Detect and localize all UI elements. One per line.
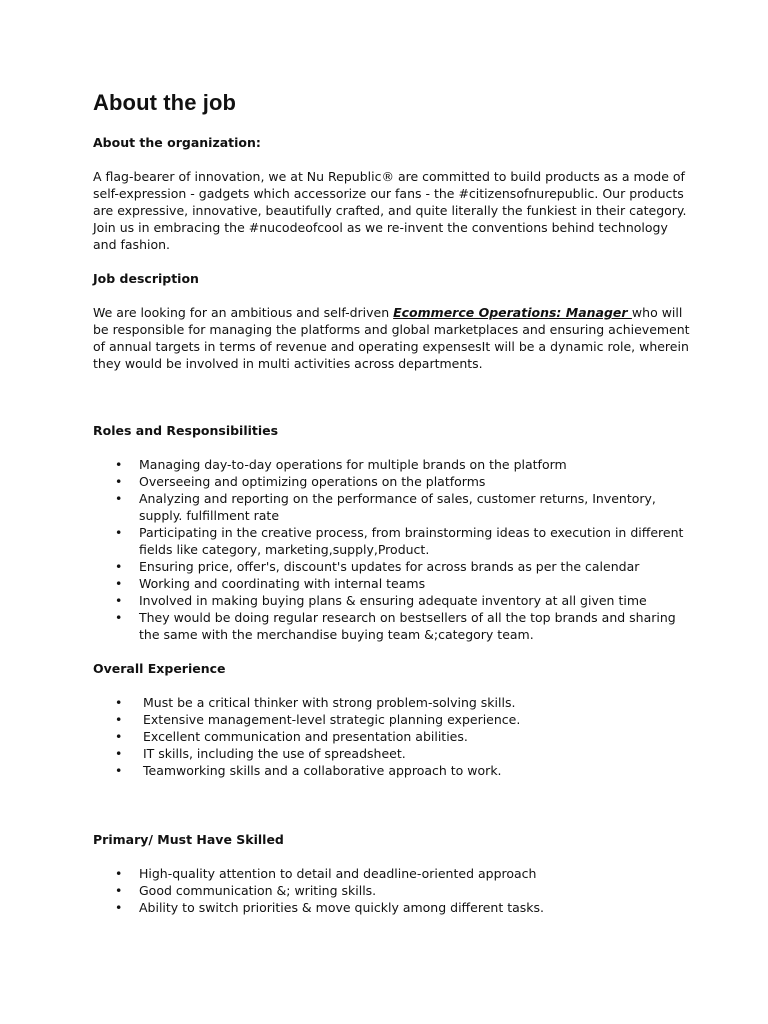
list-item-text: Teamworking skills and a collaborative approach to work. <box>143 763 502 778</box>
list-item-text: Excellent communication and presentation abilities. <box>143 729 468 744</box>
list-item-text: Ensuring price, offer's, discount's updates for across brands as per the calendar <box>139 559 640 574</box>
list-item <box>93 558 693 575</box>
bullet-icon: • <box>115 491 123 506</box>
list-item <box>93 882 693 899</box>
org-heading: About the organization: <box>93 135 261 150</box>
bullet-icon: • <box>115 610 123 625</box>
list-item <box>93 456 693 473</box>
list-item-text: Extensive management-level strategic planning experience. <box>143 712 521 727</box>
list-item <box>93 728 693 745</box>
list-item-text: They would be doing regular research on bestsellers of all the top brands and sharing the same with the merchandise buying team &;category team. <box>139 610 676 642</box>
skills-list <box>93 865 693 916</box>
list-item-text: Participating in the creative process, from brainstorming ideas to execution in different fields like category, marketing,supply,Product. <box>139 525 684 557</box>
bullet-icon: • <box>115 883 123 898</box>
list-item <box>93 473 693 490</box>
list-item-text: Analyzing and reporting on the performance of sales, customer returns, Inventory, supply. fulfillment rate <box>139 491 656 523</box>
bullet-icon: • <box>115 695 123 710</box>
job-heading: Job description <box>93 271 199 286</box>
list-item-text: Involved in making buying plans & ensuring adequate inventory at all given time <box>139 593 647 608</box>
list-item <box>93 694 693 711</box>
bullet-icon: • <box>115 900 123 915</box>
list-item-text: Good communication &; writing skills. <box>139 883 377 898</box>
list-item <box>93 865 693 882</box>
list-item-text: High-quality attention to detail and deadline-oriented approach <box>139 866 537 881</box>
document-page <box>93 88 693 916</box>
list-item <box>93 711 693 728</box>
roles-list <box>93 456 693 643</box>
job-intro-start: We are looking for an ambitious and self-driven <box>93 305 394 320</box>
list-item-text: Managing day-to-day operations for multiple brands on the platform <box>139 457 567 472</box>
list-item <box>93 762 693 779</box>
list-item <box>93 609 693 643</box>
skills-heading: Primary/ Must Have Skilled <box>93 832 284 847</box>
bullet-icon: • <box>115 729 123 744</box>
list-item-text: Working and coordinating with internal teams <box>139 576 426 591</box>
list-item-text: IT skills, including the use of spreadsheet. <box>143 746 406 761</box>
bullet-icon: • <box>115 525 123 540</box>
bullet-icon: • <box>115 746 123 761</box>
list-item <box>93 490 693 524</box>
job-role-title: Ecommerce Operations: Manager <box>393 305 632 320</box>
list-item-text: Ability to switch priorities & move quickly among different tasks. <box>139 900 544 915</box>
bullet-icon: • <box>115 559 123 574</box>
bullet-icon: • <box>115 457 123 472</box>
bullet-icon: • <box>115 593 123 608</box>
page-title: About the job <box>93 90 237 115</box>
list-item-text: Overseeing and optimizing operations on the platforms <box>139 474 486 489</box>
org-paragraph: A flag-bearer of innovation, we at Nu Republic® are committed to build products as a mode of self-expression - gadgets which accessorize our fans - the #citizensofnurepublic. Our products are expressive, innovative, beautifully crafted, and quite literally the funkiest in their category. Join us in embracing the #nucodeofcool as we re-invent the conventions behind technology and fashion. <box>93 169 687 252</box>
bullet-icon: • <box>115 576 123 591</box>
bullet-icon: • <box>115 474 123 489</box>
list-item-text: Must be a critical thinker with strong problem-solving skills. <box>143 695 516 710</box>
bullet-icon: • <box>115 712 123 727</box>
bullet-icon: • <box>115 866 123 881</box>
bullet-icon: • <box>115 763 123 778</box>
experience-list <box>93 694 693 779</box>
experience-heading: Overall Experience <box>93 661 226 676</box>
roles-heading: Roles and Responsibilities <box>93 423 279 438</box>
list-item <box>93 592 693 609</box>
list-item <box>93 575 693 592</box>
list-item <box>93 745 693 762</box>
list-item <box>93 524 693 558</box>
job-intro-end: who will be responsible for managing the platforms and global marketplaces and ensuring achievement of annual targets in terms of revenue and operating expensesIt will be a dynamic role, wherein they would be involved in multi activities across departments. <box>93 305 690 371</box>
list-item <box>93 899 693 916</box>
job-paragraph <box>93 304 693 372</box>
